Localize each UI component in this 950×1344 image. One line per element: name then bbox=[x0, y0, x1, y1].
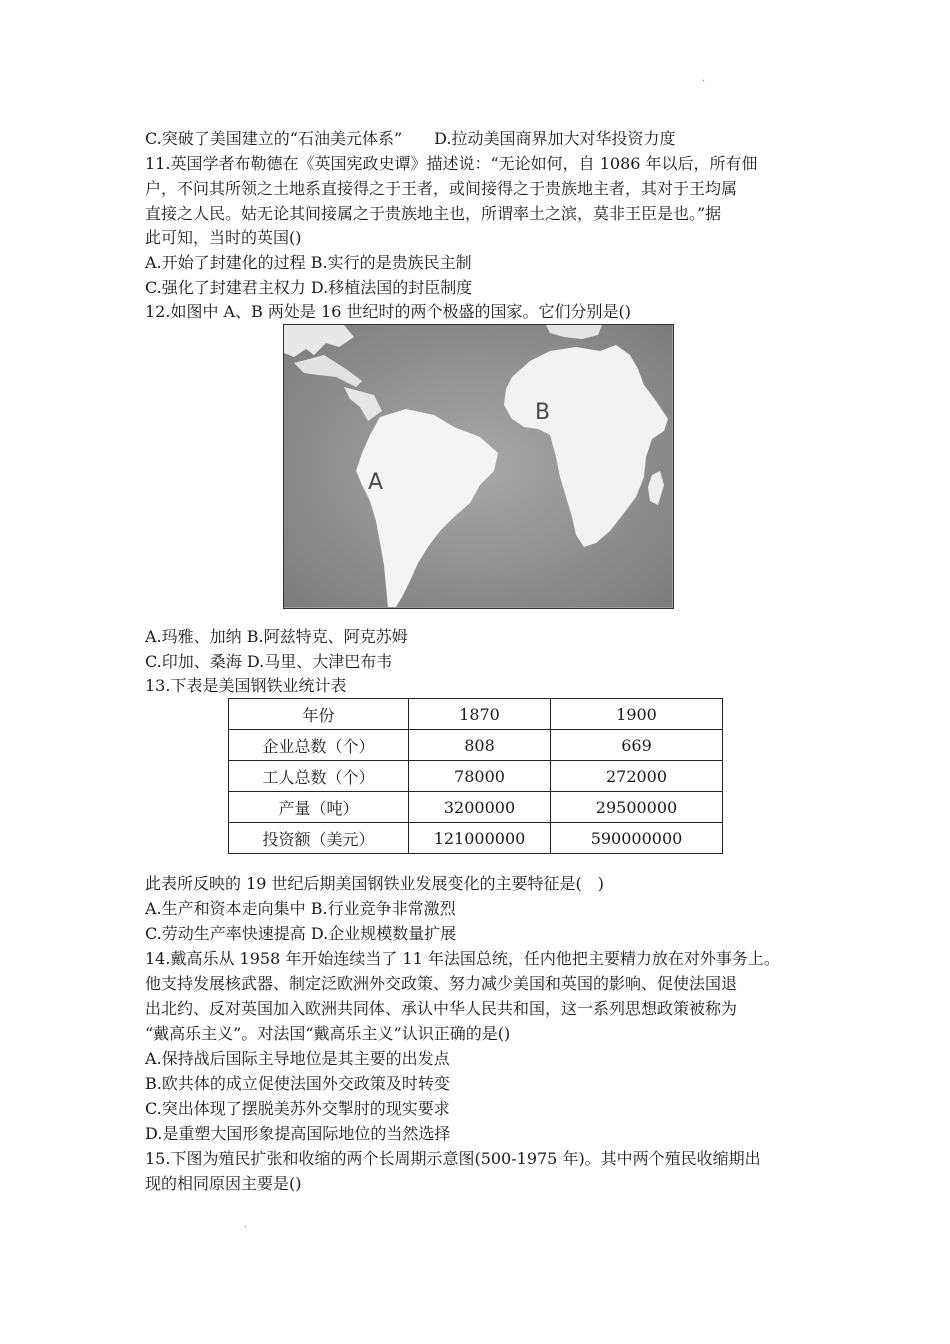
table-row bbox=[229, 792, 723, 823]
table-cell: 工人总数（个） bbox=[229, 761, 409, 792]
q11-stem-1: 11.英国学者布勒德在《英国宪政史谭》描述说：“无论如何，自 1086 年以后，所有佃 bbox=[145, 154, 758, 173]
table-cell: 年份 bbox=[229, 699, 409, 730]
scan-speck-top: · bbox=[702, 76, 706, 87]
table-row bbox=[229, 730, 723, 761]
table-row bbox=[229, 761, 723, 792]
q11-stem-4: 此可知，当时的英国() bbox=[145, 228, 302, 247]
table-row bbox=[229, 823, 723, 854]
q11-options-cd: C.强化了封建君主权力 D.移植法国的封臣制度 bbox=[145, 278, 473, 297]
q11-stem-2: 户，不问其所领之土地系直接得之于王者，或间接得之于贵族地主者，其对于王均属 bbox=[145, 179, 738, 198]
table-cell: 78000 bbox=[409, 761, 551, 792]
q12-options-cd: C.印加、桑海 D.马里、大津巴布韦 bbox=[145, 652, 393, 671]
scan-speck-bottom: · bbox=[244, 1222, 248, 1233]
q11-options-ab: A.开始了封建化的过程 B.实行的是贵族民主制 bbox=[145, 253, 472, 272]
table-cell: 590000000 bbox=[551, 823, 723, 854]
q14-stem-1: 14.戴高乐从 1958 年开始连续当了 11 年法国总统，任内他把主要精力放在对外事务上。 bbox=[145, 949, 780, 968]
q15-stem-2: 现的相同原因主要是() bbox=[145, 1174, 302, 1193]
table-cell: 808 bbox=[409, 730, 551, 761]
table-cell: 投资额（美元） bbox=[229, 823, 409, 854]
q13-question: 此表所反映的 19 世纪后期美国钢铁业发展变化的主要特征是( ) bbox=[145, 874, 605, 893]
table-cell: 1900 bbox=[551, 699, 723, 730]
q11-stem-3: 直接之人民。姑无论其间接属之于贵族地主也，所谓率土之滨，莫非王臣是也。”据 bbox=[145, 204, 722, 223]
table-cell: 产量（吨） bbox=[229, 792, 409, 823]
map-graphic bbox=[284, 325, 672, 607]
table-cell: 企业总数（个） bbox=[229, 730, 409, 761]
q14-option-a: A.保持战后国际主导地位是其主要的出发点 bbox=[145, 1049, 450, 1068]
q15-stem-1: 15.下图为殖民扩张和收缩的两个长周期示意图(500-1975 年)。其中两个殖民收缩期出 bbox=[145, 1149, 761, 1168]
q13-options-ab: A.生产和资本走向集中 B.行业竞争非常激烈 bbox=[145, 899, 456, 918]
world-map-figure bbox=[283, 324, 674, 609]
q14-stem-3: 出北约、反对英国加入欧洲共同体、承认中华人民共和国，这一系列思想政策被称为 bbox=[145, 999, 738, 1018]
map-label-b: B bbox=[535, 400, 551, 425]
q14-option-c: C.突出体现了摆脱美苏外交掣肘的现实要求 bbox=[145, 1099, 450, 1118]
table-cell: 1870 bbox=[409, 699, 551, 730]
q14-stem-2: 他支持发展核武器、制定泛欧洲外交政策、努力减少美国和英国的影响、促使法国退 bbox=[145, 974, 738, 993]
q14-option-d: D.是重塑大国形象提高国际地位的当然选择 bbox=[145, 1124, 451, 1143]
q12-stem: 12.如图中 A、B 两处是 16 世纪时的两个极盛的国家。它们分别是() bbox=[145, 302, 631, 321]
table-cell: 29500000 bbox=[551, 792, 723, 823]
steel-industry-table bbox=[228, 698, 723, 854]
q13-options-cd: C.劳动生产率快速提高 D.企业规模数量扩展 bbox=[145, 924, 457, 943]
q12-options-ab: A.玛雅、加纳 B.阿兹特克、阿克苏姆 bbox=[145, 627, 408, 646]
table-row bbox=[229, 699, 723, 730]
table-cell: 272000 bbox=[551, 761, 723, 792]
map-label-a: A bbox=[368, 470, 384, 495]
table-cell: 3200000 bbox=[409, 792, 551, 823]
q10-option-c-d: C.突破了美国建立的“石油美元体系” D.拉动美国商界加大对华投资力度 bbox=[145, 129, 676, 148]
q14-stem-4: “戴高乐主义”。对法国“戴高乐主义”认识正确的是() bbox=[145, 1024, 511, 1043]
q13-stem: 13.下表是美国钢铁业统计表 bbox=[145, 676, 347, 695]
q14-option-b: B.欧共体的成立促使法国外交政策及时转变 bbox=[145, 1074, 450, 1093]
table-cell: 669 bbox=[551, 730, 723, 761]
table-cell: 121000000 bbox=[409, 823, 551, 854]
